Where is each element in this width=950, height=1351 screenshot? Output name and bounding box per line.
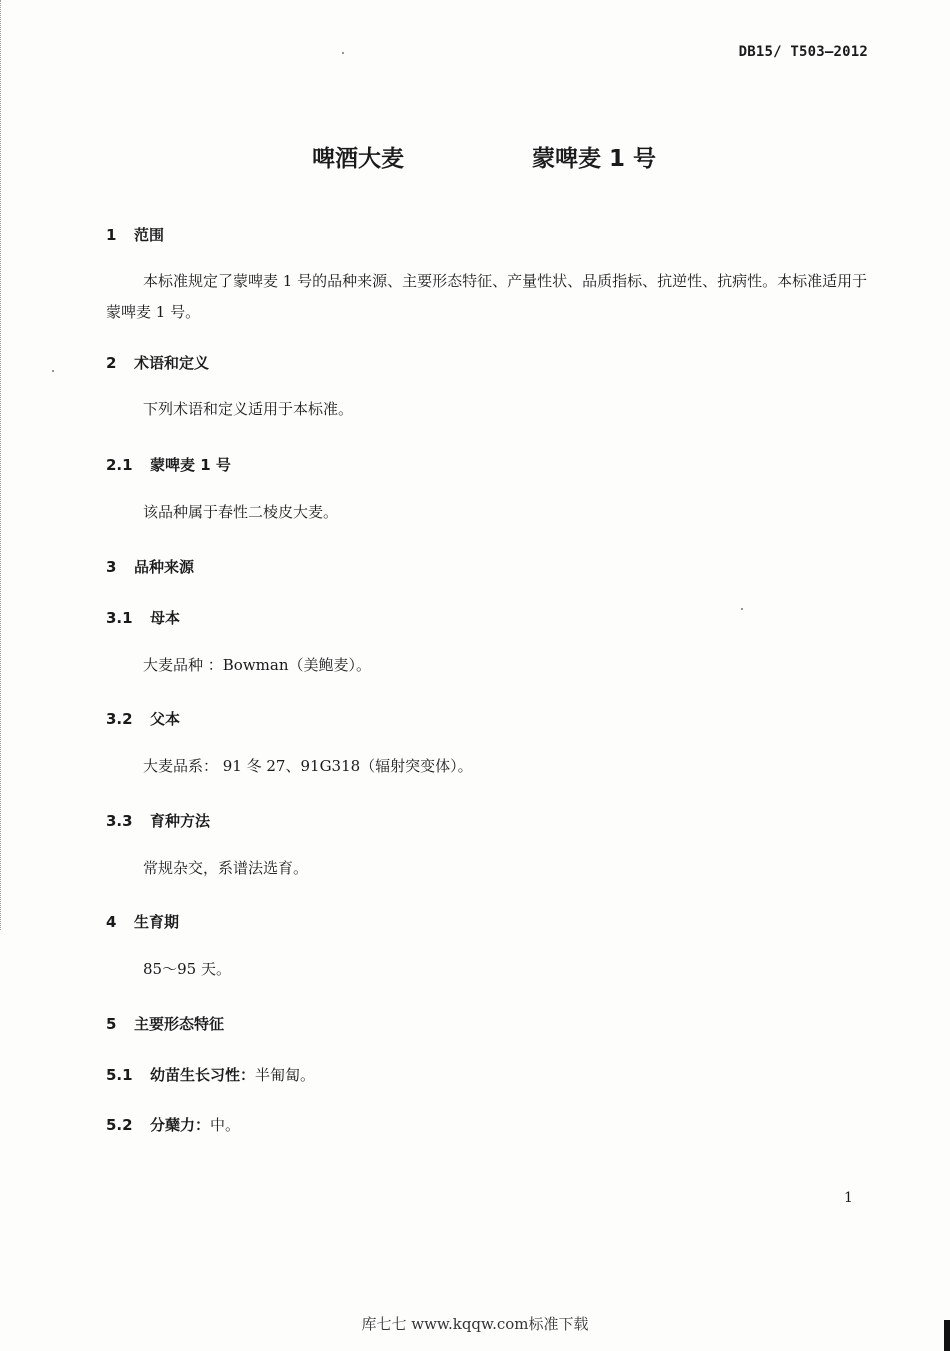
document-title [0, 140, 950, 176]
section-heading-3 [106, 556, 194, 577]
section-body-3-1: 大麦品种 ：Bowman（美鲍麦）。 [143, 656, 371, 674]
section-body-3-2: 大麦品系： 91 冬 27、91G318（辐射突变体）。 [143, 757, 473, 775]
document-code: DB15/ T503—2012 [738, 44, 868, 60]
section-body-4: 85～95 天。 [143, 960, 231, 978]
scan-speck [342, 52, 344, 54]
section-title: 分蘖力： [150, 1116, 211, 1134]
section-heading-3-2 [106, 708, 180, 729]
section-value: 中。 [210, 1116, 241, 1134]
section-number: 1 [106, 226, 117, 244]
section-title: 育种方法 [150, 812, 211, 830]
section-heading-3-3 [106, 810, 210, 831]
section-number: 5 [106, 1015, 117, 1033]
section-title: 范围 [134, 226, 165, 244]
section-number: 2.1 [106, 456, 133, 474]
section-body-2-1: 该品种属于春性二棱皮大麦。 [143, 503, 339, 521]
scan-speck [52, 370, 54, 372]
section-number: 5.2 [106, 1116, 133, 1134]
section-heading-4 [106, 911, 179, 932]
section-heading-3-1 [106, 607, 180, 628]
title-main: 啤酒大麦 [312, 146, 404, 172]
section-number: 3.1 [106, 609, 133, 627]
section-title: 生育期 [134, 913, 180, 931]
section-body-1: 本标准规定了蒙啤麦 1 号的品种来源、主要形态特征、产量性状、品质指标、抗逆性、抗病性。本标准适用于蒙啤麦 1 号。 [106, 272, 868, 321]
section-body-2: 下列术语和定义适用于本标准。 [143, 400, 354, 418]
section-number: 4 [106, 913, 117, 931]
section-body-3-3: 常规杂交，系谱法选育。 [143, 859, 309, 877]
section-number: 3.3 [106, 812, 133, 830]
title-variety: 蒙啤麦 1 号 [532, 146, 657, 172]
section-heading-5 [106, 1013, 224, 1034]
section-heading-5-1 [106, 1064, 315, 1085]
scan-speck [741, 608, 743, 610]
section-title: 幼苗生长习性： [150, 1066, 256, 1084]
section-title: 蒙啤麦 1 号 [150, 456, 231, 474]
section-number: 5.1 [106, 1066, 133, 1084]
section-title: 父本 [150, 710, 181, 728]
section-heading-1 [106, 224, 164, 245]
page-number: 1 [844, 1190, 853, 1206]
section-heading-5-2 [106, 1114, 240, 1135]
section-number: 2 [106, 354, 117, 372]
section-heading-2-1 [106, 454, 231, 475]
section-value: 半匍匐。 [255, 1066, 316, 1084]
section-heading-2 [106, 352, 209, 373]
section-title: 术语和定义 [134, 354, 210, 372]
section-title: 母本 [150, 609, 181, 627]
section-title: 主要形态特征 [134, 1015, 225, 1033]
section-number: 3 [106, 558, 117, 576]
section-title: 品种来源 [134, 558, 195, 576]
section-number: 3.2 [106, 710, 133, 728]
footer-watermark: 库七七 www.kqqw.com标准下载 [361, 1315, 589, 1333]
